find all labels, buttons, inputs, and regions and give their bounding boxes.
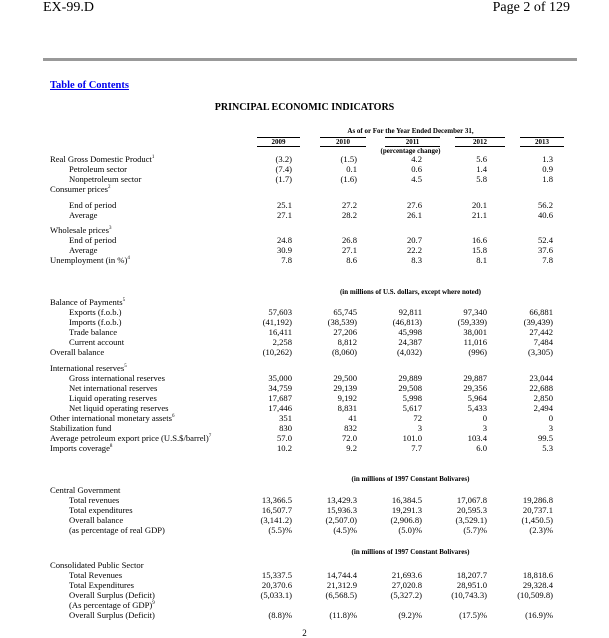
table-row — [50, 318, 570, 327]
cell-2009: 17,446 — [268, 403, 292, 413]
row-label — [50, 155, 154, 164]
cell-2012: (5.7)% — [463, 525, 487, 535]
cell-2013: 37.6 — [537, 245, 553, 255]
cell-2013: 7.8 — [542, 255, 553, 265]
table-row — [50, 486, 570, 495]
cell-2012: 38,001 — [463, 327, 487, 337]
table-row — [50, 506, 570, 515]
cell-2012: 20,595.3 — [456, 505, 487, 515]
table-row — [50, 444, 570, 453]
row-label — [50, 364, 127, 373]
row-label-text: End of period — [69, 235, 117, 245]
row-label-text: Net liquid operating reserves — [69, 403, 169, 413]
footnote-marker: 7 — [208, 434, 212, 439]
row-label — [69, 394, 157, 403]
cell-2010: (1.5) — [340, 154, 357, 164]
cell-2011: 92,811 — [398, 307, 422, 317]
row-label — [69, 526, 165, 535]
cell-2009: 351 — [279, 413, 292, 423]
cell-2011: 27,020.8 — [391, 580, 422, 590]
cell-2013: (2.3)% — [529, 525, 553, 535]
cell-2009: (5.5)% — [268, 525, 292, 535]
row-label — [50, 256, 130, 265]
table-row — [50, 591, 570, 600]
cell-2013: 22,688 — [529, 383, 553, 393]
table-row — [50, 516, 570, 525]
cell-2012: (17.5)% — [459, 610, 487, 620]
cell-2010: (4.5)% — [333, 525, 357, 535]
cell-2009: 34,759 — [268, 383, 292, 393]
cell-2012: 97,340 — [463, 307, 487, 317]
table-row — [50, 328, 570, 337]
row-label-text: Petroleum sector — [69, 164, 127, 174]
cell-2010: 65,745 — [333, 307, 357, 317]
cell-2009: 25.1 — [276, 200, 292, 210]
cell-2013: 7,484 — [533, 337, 553, 347]
row-label-text: Consumer prices — [50, 184, 108, 194]
table-row — [50, 561, 570, 570]
cell-2011: 3 — [417, 423, 422, 433]
cell-2012: 5,433 — [467, 403, 487, 413]
cell-2011: (46,813) — [392, 317, 422, 327]
cell-2010: 0.1 — [346, 164, 357, 174]
row-label — [69, 328, 117, 337]
row-label-text: (As percentage of GDP) — [69, 600, 153, 610]
cell-2012: 11,016 — [463, 337, 487, 347]
table-row — [50, 236, 570, 245]
cell-2013: 1.8 — [542, 174, 553, 184]
footnote-marker: 6 — [171, 414, 175, 419]
cell-2011: (9.2)% — [398, 610, 422, 620]
table-row — [50, 211, 570, 220]
table-row — [50, 394, 570, 403]
cell-2013: 29,328.4 — [522, 580, 553, 590]
cell-2013: 1.3 — [542, 154, 553, 164]
cell-2012: 6.0 — [476, 443, 487, 453]
page-title: PRINCIPAL ECONOMIC INDICATORS — [214, 102, 395, 113]
row-label — [69, 338, 124, 347]
table-row — [50, 256, 570, 265]
cell-2009: 830 — [279, 423, 292, 433]
row-label-text: Exports (f.o.b.) — [69, 307, 122, 317]
cell-2009: (3.2) — [275, 154, 292, 164]
year-header-2013: 2013 — [520, 137, 564, 147]
cell-2009: 24.8 — [276, 235, 292, 245]
cell-2011: 19,291.3 — [391, 505, 422, 515]
document-id: EX-99.D — [43, 0, 94, 15]
table-row — [50, 571, 570, 580]
row-label — [50, 424, 111, 433]
cell-2009: (7.4) — [275, 164, 292, 174]
year-header-2011: 2011 — [385, 137, 440, 147]
cell-2009: (5,033.1) — [260, 590, 292, 600]
table-row — [50, 601, 570, 610]
cell-2009: 7.8 — [281, 255, 292, 265]
row-label — [69, 591, 155, 600]
cell-2009: 27.1 — [276, 210, 292, 220]
cell-2009: 16,507.7 — [261, 505, 292, 515]
row-label-text: Stabilization fund — [50, 423, 112, 433]
cell-2011: 0.6 — [411, 164, 422, 174]
table-row — [50, 155, 570, 164]
cell-2013: (3,305) — [527, 347, 553, 357]
row-label-text: Overall Surplus (Deficit) — [69, 610, 155, 620]
row-label-text: End of period — [69, 200, 117, 210]
cell-2012: 15.8 — [471, 245, 487, 255]
cell-2011: 29,508 — [398, 383, 422, 393]
row-label-text: Net international reserves — [69, 383, 158, 393]
row-label-text: Real Gross Domestic Product — [50, 154, 152, 164]
row-label-text: Total Revenues — [69, 570, 123, 580]
table-row — [50, 374, 570, 383]
cell-2012: 18,207.7 — [456, 570, 487, 580]
row-label — [69, 581, 134, 590]
cell-2010: (11.8)% — [329, 610, 357, 620]
unit-note-bolivares-central: (in millions of 1997 Constant Bolivares) — [351, 475, 470, 483]
cell-2012: 103.4 — [467, 433, 487, 443]
footnote-marker: 4 — [127, 256, 130, 261]
table-row — [50, 201, 570, 210]
row-label — [69, 516, 123, 525]
row-label-text: Central Government — [50, 485, 121, 495]
cell-2012: 0 — [482, 413, 487, 423]
cell-2010: 832 — [344, 423, 357, 433]
cell-2013: 56.2 — [537, 200, 553, 210]
cell-2012: (3,529.1) — [455, 515, 487, 525]
cell-2009: 57,603 — [268, 307, 292, 317]
row-label — [50, 226, 111, 235]
cell-2013: 3 — [548, 423, 553, 433]
footnote-marker: 5 — [122, 298, 126, 303]
year-header-2009: 2009 — [257, 137, 300, 147]
cell-2013: 0 — [548, 413, 553, 423]
row-label-text: Imports (f.o.b.) — [69, 317, 122, 327]
cell-2012: (59,339) — [457, 317, 487, 327]
row-label-text: Total expenditures — [69, 505, 133, 515]
cell-2013: 18,818.6 — [522, 570, 553, 580]
cell-2013: 99.5 — [537, 433, 553, 443]
row-label — [69, 611, 155, 620]
row-label-text: Liquid operating reserves — [69, 393, 157, 403]
cell-2010: 13,429.3 — [326, 495, 357, 505]
cell-2011: 101.0 — [402, 433, 422, 443]
cell-2013: 20,737.1 — [522, 505, 553, 515]
row-label — [69, 308, 122, 317]
table-row — [50, 496, 570, 505]
cell-2010: 8.6 — [346, 255, 357, 265]
cell-2011: 20.7 — [406, 235, 422, 245]
cell-2009: (41,192) — [262, 317, 292, 327]
table-row — [50, 246, 570, 255]
footnote-marker: 1 — [151, 155, 155, 160]
row-label-text: Gross international reserves — [69, 373, 165, 383]
cell-2013: 52.4 — [537, 235, 553, 245]
cell-2012: 29,356 — [463, 383, 487, 393]
cell-2012: 21.1 — [471, 210, 487, 220]
cell-2010: 9.2 — [346, 443, 357, 453]
unit-note-percentage: (percentage change) — [380, 147, 441, 155]
table-row — [50, 348, 570, 357]
table-row — [50, 298, 570, 307]
unit-note-usd: (in millions of U.S. dollars, except where noted) — [339, 288, 482, 296]
cell-2009: 15,337.5 — [261, 570, 292, 580]
cell-2009: 2,258 — [272, 337, 292, 347]
row-label-text: Overall Surplus (Deficit) — [69, 590, 155, 600]
year-header-2010: 2010 — [320, 137, 366, 147]
cell-2012: 20.1 — [471, 200, 487, 210]
cell-2011: 4.2 — [411, 154, 422, 164]
row-label — [50, 444, 112, 453]
cell-2010: (1.6) — [340, 174, 357, 184]
cell-2010: (8,060) — [331, 347, 357, 357]
cell-2011: 29,889 — [398, 373, 422, 383]
table-row — [50, 338, 570, 347]
row-label-text: Average petroleum export price (U.S.$/barrel) — [50, 433, 209, 443]
row-label — [69, 318, 122, 327]
row-label — [69, 211, 97, 220]
cell-2010: (2,507.0) — [325, 515, 357, 525]
table-row — [50, 434, 570, 443]
row-label — [50, 298, 125, 307]
cell-2012: 17,067.8 — [456, 495, 487, 505]
cell-2010: 29,500 — [333, 373, 357, 383]
cell-2011: 5,998 — [402, 393, 422, 403]
cell-2010: 41 — [348, 413, 357, 423]
cell-2009: 13,366.5 — [261, 495, 292, 505]
cell-2012: 5.6 — [476, 154, 487, 164]
footnote-marker: 8 — [109, 444, 113, 449]
footnote-marker: 3 — [108, 226, 112, 231]
cell-2010: 15,936.3 — [326, 505, 357, 515]
row-label-text: Overall balance — [69, 515, 124, 525]
cell-2010: 9,192 — [337, 393, 357, 403]
table-row — [50, 424, 570, 433]
cell-2009: 10.2 — [276, 443, 292, 453]
cell-2012: 28,951.0 — [456, 580, 487, 590]
cell-2013: 2,850 — [533, 393, 553, 403]
row-label-text: Average — [69, 210, 98, 220]
cell-2011: 16,384.5 — [391, 495, 422, 505]
table-row — [50, 175, 570, 184]
table-row — [50, 226, 570, 235]
cell-2012: 8.1 — [476, 255, 487, 265]
table-row — [50, 384, 570, 393]
row-label — [69, 236, 116, 245]
row-label-text: Average — [69, 245, 98, 255]
cell-2013: 23,044 — [529, 373, 553, 383]
table-row — [50, 414, 570, 423]
row-label-text: Other international monetary assets — [50, 413, 172, 423]
table-of-contents-link[interactable]: Table of Contents — [50, 80, 129, 91]
cell-2009: (8.8)% — [268, 610, 292, 620]
cell-2011: 72 — [413, 413, 422, 423]
cell-2011: 21,693.6 — [391, 570, 422, 580]
row-label — [69, 384, 157, 393]
cell-2011: 8.3 — [411, 255, 422, 265]
table-row — [50, 581, 570, 590]
cell-2012: 3 — [482, 423, 487, 433]
page-number: 2 — [302, 628, 307, 638]
cell-2010: 21,312.9 — [326, 580, 357, 590]
table-row — [50, 526, 570, 535]
cell-2010: (6,568.5) — [325, 590, 357, 600]
cell-2013: (39,439) — [523, 317, 553, 327]
row-label-text: Total revenues — [69, 495, 120, 505]
row-label-text: Nonpetroleum sector — [69, 174, 142, 184]
table-row — [50, 611, 570, 620]
cell-2009: 30.9 — [276, 245, 292, 255]
table-row — [50, 364, 570, 373]
table-row — [50, 185, 570, 194]
row-label — [69, 506, 133, 515]
row-label — [69, 165, 127, 174]
cell-2011: 26.1 — [406, 210, 422, 220]
row-label — [69, 404, 169, 413]
cell-2013: 19,286.8 — [522, 495, 553, 505]
cell-2011: 7.7 — [411, 443, 422, 453]
cell-2011: 5,617 — [402, 403, 422, 413]
cell-2012: 5.8 — [476, 174, 487, 184]
cell-2009: (1.7) — [275, 174, 292, 184]
row-label — [50, 486, 120, 495]
cell-2012: 29,887 — [463, 373, 487, 383]
cell-2010: 29,139 — [333, 383, 357, 393]
cell-2010: 27,206 — [333, 327, 357, 337]
cell-2010: (38,539) — [327, 317, 357, 327]
cell-2010: 8,831 — [337, 403, 357, 413]
row-label — [50, 185, 111, 194]
cell-2010: 27.1 — [341, 245, 357, 255]
row-label-text: Overall balance — [50, 347, 105, 357]
row-label — [69, 601, 155, 610]
cell-2012: 16.6 — [471, 235, 487, 245]
cell-2013: 66,881 — [529, 307, 553, 317]
row-label — [69, 201, 116, 210]
row-label-text: Current account — [69, 337, 125, 347]
cell-2009: 35,000 — [268, 373, 292, 383]
row-label — [50, 414, 174, 423]
cell-2013: 27,442 — [529, 327, 553, 337]
year-header-2012: 2012 — [455, 137, 505, 147]
cell-2009: 57.0 — [276, 433, 292, 443]
cell-2011: (2,906.8) — [390, 515, 422, 525]
row-label — [50, 348, 104, 357]
row-label — [69, 246, 97, 255]
row-label-text: International reserves — [50, 363, 125, 373]
cell-2010: 28.2 — [341, 210, 357, 220]
row-label — [50, 434, 211, 443]
cell-2013: (1,450.5) — [521, 515, 553, 525]
cell-2009: (10,262) — [262, 347, 292, 357]
column-span-header: As of or For the Year Ended December 31, — [347, 127, 474, 135]
page-indicator: Page 2 of 129 — [492, 0, 570, 15]
cell-2009: (3,141.2) — [260, 515, 292, 525]
row-label-text: Wholesale prices — [50, 225, 109, 235]
cell-2010: 26.8 — [341, 235, 357, 245]
row-label-text: Trade balance — [69, 327, 118, 337]
cell-2010: 72.0 — [341, 433, 357, 443]
footnote-marker: 9 — [152, 601, 155, 606]
cell-2011: 45,998 — [398, 327, 422, 337]
cell-2010: 14,744.4 — [326, 570, 357, 580]
footnote-marker: 5 — [124, 364, 127, 369]
row-label — [69, 374, 165, 383]
row-label-text: Balance of Payments — [50, 297, 123, 307]
cell-2009: 16,411 — [268, 327, 292, 337]
row-label — [69, 496, 119, 505]
row-label — [50, 561, 144, 570]
unit-note-bolivares-consolidated: (in millions of 1997 Constant Bolivares) — [351, 548, 470, 556]
row-label — [69, 175, 141, 184]
cell-2010: 8,812 — [337, 337, 357, 347]
cell-2011: (4,032) — [396, 347, 422, 357]
cell-2010: 27.2 — [341, 200, 357, 210]
cell-2013: 2,494 — [533, 403, 553, 413]
cell-2013: 40.6 — [537, 210, 553, 220]
row-label-text: Unemployment (in %) — [50, 255, 128, 265]
cell-2011: (5,327.2) — [390, 590, 422, 600]
footnote-marker: 2 — [108, 185, 111, 190]
header-divider — [43, 58, 577, 61]
cell-2013: (16.9)% — [525, 610, 553, 620]
cell-2011: (5.0)% — [398, 525, 422, 535]
row-label — [69, 571, 122, 580]
cell-2012: (996) — [468, 347, 487, 357]
cell-2012: 5,964 — [467, 393, 487, 403]
row-label-text: (as percentage of real GDP) — [69, 525, 165, 535]
cell-2011: 24,387 — [398, 337, 422, 347]
cell-2009: 17,687 — [268, 393, 292, 403]
cell-2013: 0.9 — [542, 164, 553, 174]
table-row — [50, 308, 570, 317]
table-row — [50, 165, 570, 174]
row-label-text: Total Expenditures — [69, 580, 135, 590]
row-label-text: Imports coverage — [50, 443, 110, 453]
cell-2013: 5.3 — [542, 443, 553, 453]
cell-2011: 4.5 — [411, 174, 422, 184]
cell-2012: (10,743.3) — [451, 590, 487, 600]
cell-2011: 22.2 — [406, 245, 422, 255]
cell-2013: (10,509.8) — [517, 590, 553, 600]
row-label-text: Consolidated Public Sector — [50, 560, 144, 570]
table-row — [50, 404, 570, 413]
cell-2011: 27.6 — [406, 200, 422, 210]
cell-2009: 20,370.6 — [261, 580, 292, 590]
cell-2012: 1.4 — [476, 164, 487, 174]
